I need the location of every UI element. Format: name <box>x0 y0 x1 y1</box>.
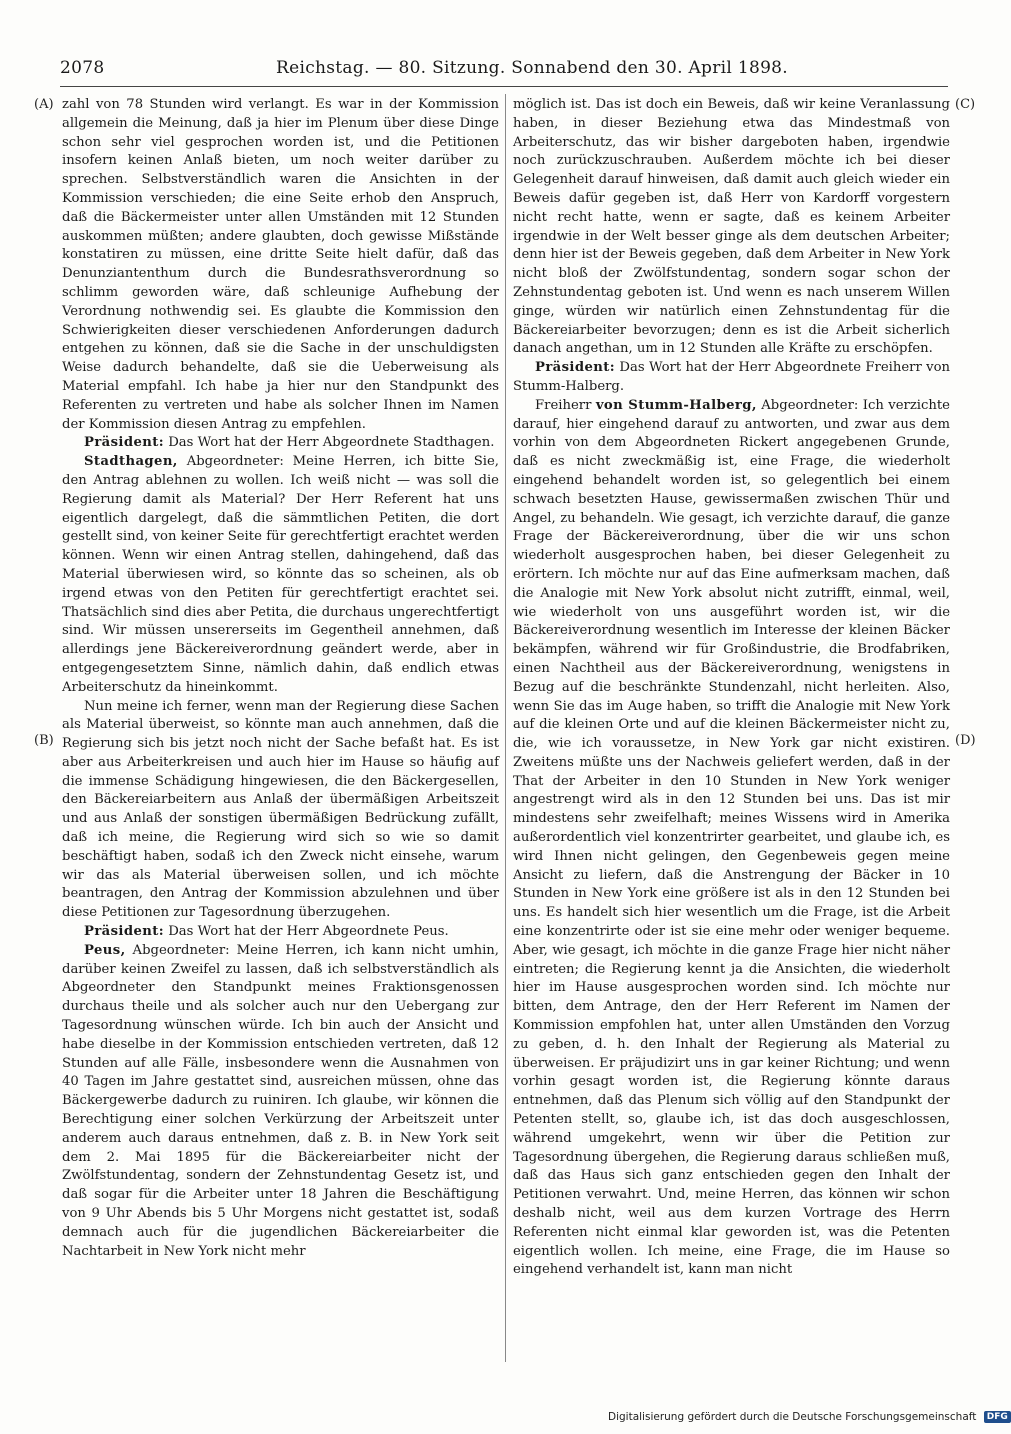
speaker-name: Präsident: <box>84 924 165 940</box>
speech-text: Das Wort hat der Herr Abgeordnete Stadthagen. <box>164 435 495 451</box>
paragraph <box>62 942 499 1262</box>
digitization-footer <box>608 1411 1011 1423</box>
speaker-name: Präsident: <box>535 360 616 376</box>
speaker-name: Peus, <box>84 942 126 958</box>
paragraph <box>62 434 499 453</box>
speech-text: Abgeordneter: Meine Herren, ich bitte Sie, den Antrag ablehnen zu wollen. Ich weiß nicht — was soll die Regierung damit als Material? Der Herr Referent hat uns eigentlich dargelegt, daß die sämmtlichen Petiten, die dort gestellt sind, von keiner Seite für gerechtfertigt erachtet werden können. Wenn wir einen Antrag stellen, dahingehend, daß das Material überwiesen wird, so könnte das so scheinen, als ob irgend etwas von den Petiten für gerechtfertigt erachtet sei. Thatsächlich sind dies aber Petita, die durchaus ungerechtfertigt sind. Wir müssen unsererseits im Gegentheil annehmen, daß allerdings jene Bäckereiverordnung geändert werde, aber in entgegengesetztem Sinne, nämlich dahin, daß endlich etwas Arbeiterschutz da hineinkommt. <box>62 454 499 695</box>
page-number: 2078 <box>60 58 105 78</box>
right-column <box>513 96 950 1280</box>
paragraph <box>513 359 950 397</box>
paragraph <box>62 923 499 942</box>
paragraph: zahl von 78 Stunden wird verlangt. Es war in der Kommission allgemein die Meinung, daß ja hier im Plenum über diese Dinge schon sehr viel gesprochen worden ist, und die Petitionen insofern keinen Anlaß bieten, um noch weiter darüber zu sprechen. Selbstverständlich waren die Ansichten in der Kommission verschieden; die eine Seite erhob den Anspruch, daß die Bäckermeister unter allen Umständen mit 12 Stunden auskommen müßten; andere glaubten, doch gewisse Mißstände konstatiren zu müssen, eine dritte Seite hielt dafür, daß das Denunziantenthum durch die Bundesrathsverordnung so schlimm geworden wäre, daß schleunige Aufhebung der Verordnung nothwendig sei. Es glaubte die Kommission den Schwierigkeiten dieser verschiedenen Anforderungen dadurch entgehen zu können, daß sie die Sache in der unschuldigsten Weise dadurch behandelte, daß sie die Ueberweisung als Material empfahl. Ich habe ja hier nur den Standpunkt des Referenten zu vertreten und habe als solcher Ihnen im Namen der Kommission diesen Antrag zu empfehlen. <box>62 97 499 432</box>
speech-text: Das Wort hat der Herr Abgeordnete Peus. <box>164 924 449 940</box>
speech-text: Abgeordneter: Meine Herren, ich kann nicht umhin, darüber keinen Zweifel zu lassen, daß ich selbstverständlich als Abgeordneter den Standpunkt meines Fraktionsgenossen durchaus theile und als solcher auch nur den Uebergang zur Tagesordnung wünschen würde. Ich bin auch der Ansicht und habe dieselbe in der Kommission entschieden vertreten, daß 12 Stunden auf alle Fälle, insbesondere wenn die Ausnahmen von 40 Tagen im Jahre gestattet sind, ausreichen müssen, ohne das Bäckergewerbe dadurch zu ruiniren. Ich glaube, wir können die Berechtigung einer solchen Verkürzung der Arbeitszeit unter anderem auch daraus entnehmen, daß z. B. in New York seit dem 2. Mai 1895 für die Bäckereiarbeiter nicht der Zwölfstundentag, sondern der Zehnstundentag Gesetz ist, und daß sogar für die Arbeiter unter 18 Jahren die Beschäftigung von 9 Uhr Abends bis 5 Uhr Morgens nicht gestattet ist, sodaß demnach auch für die jugendlichen Bäckereiarbeiter die Nachtarbeit in New York nicht mehr <box>62 942 499 1259</box>
speech-text: Das Wort hat der Herr Abgeordnete Freiherr von Stumm-Halberg. <box>513 360 950 394</box>
margin-marker-d: (D) <box>955 733 976 748</box>
speaker-name: Präsident: <box>84 435 165 451</box>
paragraph <box>513 397 950 1280</box>
paragraph <box>62 453 499 697</box>
footer-text: Digitalisierung gefördert durch die Deutsche Forschungsgemeinschaft <box>608 1411 977 1423</box>
dfg-logo: DFG <box>984 1411 1011 1423</box>
speaker-name: von Stumm-Halberg, <box>595 397 757 413</box>
paragraph: möglich ist. Das ist doch ein Beweis, daß wir keine Veranlassung haben, in dieser Beziehung etwa das Mindestmaß von Arbeiterschutz, das wir bisher dargeboten haben, irgendwie noch zurückzuschrauben. Außerdem möchte ich bei dieser Gelegenheit darauf hinweisen, daß damit auch gleich wieder ein Beweis dafür gegeben ist, daß Herr von Kardorff vorgestern nicht recht hatte, wenn er sagte, daß es keinem Arbeiter irgendwie in der Welt besser ginge als dem deutschen Arbeiter; denn hier ist der Beweis gegeben, daß dem Arbeiter in New York nicht bloß der Zwölfstundentag, sondern sogar schon der Zehnstundentag geboten ist. Und wenn es nach unserem Willen ginge, würden wir natürlich einen Zehnstundentag für die Bäckereiarbeiter bevorzugen; denn es ist die Arbeit sicherlich danach angethan, um in 12 Stunden alle Kräfte zu erschöpfen. <box>513 97 950 357</box>
margin-marker-b: (B) <box>34 733 54 748</box>
paragraph: Nun meine ich ferner, wenn man der Regierung diese Sachen als Material überweist, so könnte man auch annehmen, daß die Regierung sich bis jetzt noch nicht der Sache befaßt hat. Es ist aber aus Arbeiterkreisen und auch hier im Hause so häufig auf die immense Schädigung hingewiesen, die den Bäckergesellen, den Bäckereiarbeitern aus Anlaß der übermäßigen Arbeitszeit und aus Anlaß der sonstigen übermäßigen Bedrückung zufällt, daß ich meine, die Regierung wird sich so wie so damit beschäftigt haben, sodaß ich den Zweck nicht einsehe, warum wir das als Material überweisen sollen, und ich möchte beantragen, den Antrag der Kommission abzulehnen und über diese Petitionen zur Tagesordnung überzugehen. <box>62 698 499 921</box>
speaker-name: Stadthagen, <box>84 454 178 470</box>
speaker-prefix: Freiherr <box>535 397 596 413</box>
header-rule <box>60 86 948 87</box>
page-header <box>60 58 950 82</box>
margin-marker-c: (C) <box>955 97 976 112</box>
left-column <box>62 96 499 1261</box>
column-divider <box>505 94 506 1362</box>
running-title: Reichstag. — 80. Sitzung. Sonnabend den 30. April 1898. <box>276 58 789 78</box>
margin-marker-a: (A) <box>34 97 54 112</box>
speech-text: Abgeordneter: Ich verzichte darauf, hier eingehend darauf zu antworten, und zwar aus dem vorhin von dem Abgeordneten Rickert angegebenen Grunde, daß es nicht zweckmäßig ist, eine Frage, die wiederholt eingehend behandelt worden ist, so gelegentlich bei einem schwach besetzten Hause, gewissermaßen zwischen Thür und Angel, zu behandeln. Wie gesagt, ich verzichte darauf, die ganze Frage der Bäckereiverordnung, über die wir uns schon wiederholt ausgesprochen haben, bei dieser Gelegenheit zu erörtern. Ich möchte nur auf das Eine aufmerksam machen, daß die Analogie mit New York absolut nicht zutrifft, einmal, weil, wie wiederholt von uns ausgeführt worden ist, wir die Bäckereiverordnung wesentlich im Interesse der kleinen Bäcker bekämpfen, während wir für Großindustrie, die Brodfabriken, einen Nachtheil aus der Bäckereiverordnung, wenigstens in Bezug auf die beschränkte Stundenzahl, nicht herleiten. Also, wenn Sie das im Auge haben, so trifft die Analogie mit New York auf die kleinen Orte und auf die kleinen Bäckermeister nicht zu, die, wie ich voraussetze, in New York gar nicht existiren. Zweitens müßte uns der Nachweis geliefert werden, daß in der That der Arbeiter in den 10 Stunden in New York weniger angestrengt wird als in den 12 Stunden bei uns. Das ist mir mindestens sehr zweifelhaft; meines Wissens wird in Amerika außerordentlich viel konzentrirter gearbeitet, und glaube ich, es wird Ihnen nicht gelingen, den Gegenbeweis gegen meine Ansicht zu liefern, daß die Anstrengung der Bäcker in 10 Stunden in New York eine größere ist als in den 12 Stunden bei uns. Es handelt sich hier wesentlich um die Frage, ist die Arbeit eine konzentrirte oder ist sie eine mehr oder weniger bequeme. Aber, wie gesagt, ich möchte in die ganze Frage hier nicht näher eintreten; die Regierung kennt ja die Ansichten, die wiederholt hier im Hause ausgesprochen worden sind. Ich möchte nur bitten, dem Antrage, den der Herr Referent im Namen der Kommission empfohlen hat, unter allen Umständen den Vorzug zu geben, d. h. den Inhalt der Regierung als Material zu überweisen. Er präjudizirt uns in gar keiner Richtung; und wenn vorhin gesagt worden ist, die Regierung könnte daraus entnehmen, daß das Plenum sich völlig auf den Standpunkt der Petenten stellt, so, glaube ich, ist das doch ausgeschlossen, während umgekehrt, wenn wir über die Petition zur Tagesordnung übergehen, die Regierung daraus schließen muß, daß das Haus sich ganz entschieden gegen den Inhalt der Petitionen verwahrt. Und, meine Herren, das können wir schon deshalb nicht, weil aus dem kurzen Vortrage des Herrn Referenten nicht einmal klar geworden ist, was die Petenten eigentlich wollen. Ich meine, eine Frage, die im Hause so eingehend verhandelt ist, kann man nicht <box>513 397 950 1278</box>
